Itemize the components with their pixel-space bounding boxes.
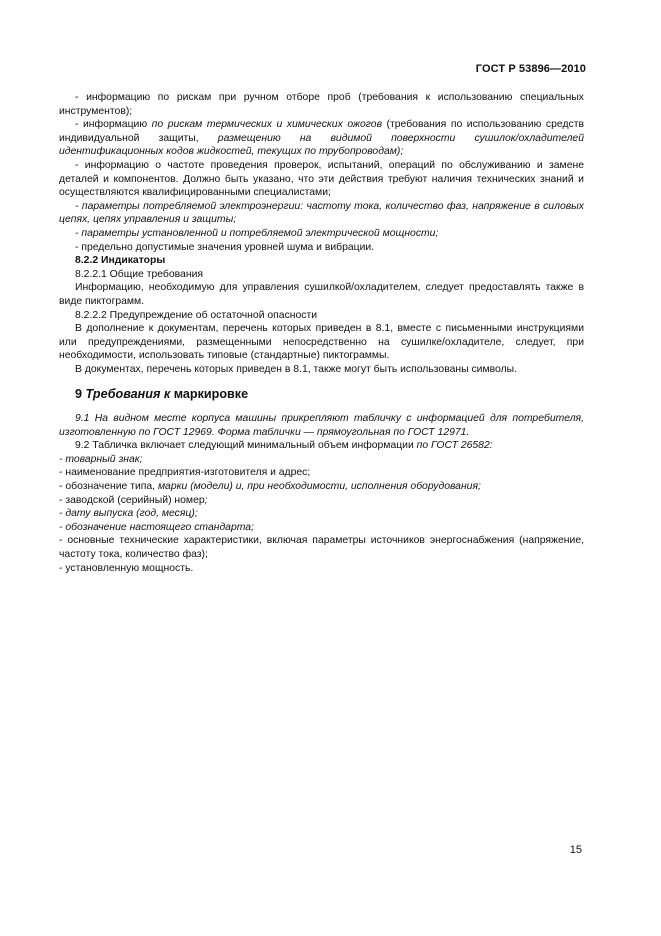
list-item: - наименование предприятия-изготовителя и адрес; xyxy=(59,467,311,479)
list-item: - заводской (серийный) номер; xyxy=(59,494,208,506)
list-item: - информацию по рискам при ручном отборе проб (требования к использованию специальных инструментов); xyxy=(59,92,584,117)
list-item: - товарный знак; xyxy=(59,453,143,465)
subsection-heading-8-2-2-1: 8.2.2.1 Общие требования xyxy=(75,268,203,280)
paragraph: В дополнение к документам, перечень которых приведен в 8.1, вместе с письменными инструкциями или предупреждениями, размещенными непосредственно на сушилке/охладителе, следует, при необходимости, использовать типовые (стандартные) пиктограммы. xyxy=(59,323,584,362)
section-heading-9: 9 Требования к маркировке xyxy=(75,387,249,402)
paragraph-9-1: 9.1 На видном месте корпуса машины прикрепляют табличку с информацией для потребителя, изготовленную по ГОСТ 12969. Форма таблички — прямоугольная по ГОСТ 12971. xyxy=(59,413,584,438)
list-item: - информацию о частоте проведения проверок, испытаний, операций по обслуживанию и замене деталей и компонентов. Должно быть указано, что эти действия требуют наличия технических знаний и осуществляются квалифицированными специалистами; xyxy=(59,159,584,199)
list-item: - основные технические характеристики, включая параметры источников энергоснабжения (напряжение, частоту тока, количество фаз); xyxy=(59,535,584,560)
list-item: - параметры установленной и потребляемой электрической мощности; xyxy=(75,227,439,239)
list-item: - информацию по рискам термических и химических ожогов (требования по использованию средств индивидуальной защиты, размещению на видимой поверхности сушилок/охладителей идентификационных кодов жидкостей, текущих по трубопроводам); xyxy=(59,119,584,158)
paragraph-9-2: 9.2 Табличка включает следующий минимальный объем информации по ГОСТ 26582: xyxy=(75,440,493,452)
list-item: - обозначение типа, марки (модели) и, при необходимости, исполнения оборудования; xyxy=(59,481,481,493)
document-header: ГОСТ Р 53896—2010 xyxy=(475,63,586,75)
list-item: - обозначение настоящего стандарта; xyxy=(59,521,254,533)
list-item: - предельно допустимые значения уровней шума и вибрации. xyxy=(75,241,375,253)
document-body xyxy=(59,91,584,575)
paragraph: Информацию, необходимую для управления сушилкой/охладителем, следует предоставлять также в виде пиктограмм. xyxy=(59,282,584,307)
section-heading-8-2-2: 8.2.2 Индикаторы xyxy=(75,255,166,267)
page-number: 15 xyxy=(569,844,582,856)
subsection-heading-8-2-2-2: 8.2.2.2 Предупреждение об остаточной опасности xyxy=(75,309,318,321)
paragraph: В документах, перечень которых приведен в 8.1, также могут быть использованы символы. xyxy=(75,363,518,375)
list-item: - установленную мощность. xyxy=(59,562,194,574)
list-item: - дату выпуска (год, месяц); xyxy=(59,508,198,520)
list-item: - параметры потребляемой электроэнергии: частоту тока, количество фаз, напряжение в силовых цепях, цепях управления и защиты; xyxy=(59,200,584,226)
